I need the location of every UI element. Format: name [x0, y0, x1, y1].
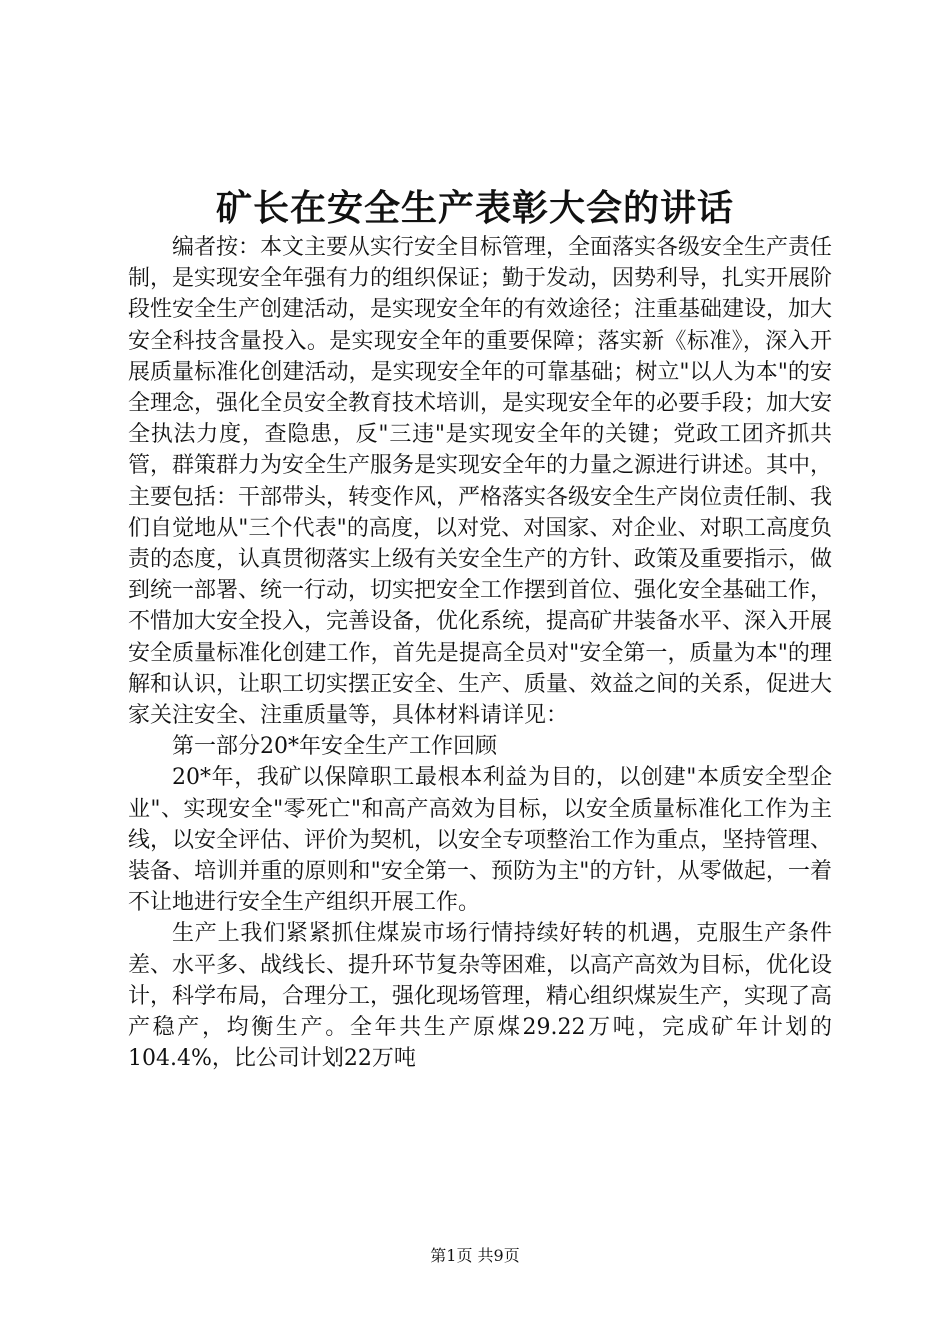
body-paragraph: 20*年，我矿以保障职工最根本利益为目的，以创建"本质安全型企业"、实现安全"零死亡"和高产高效为目标，以安全质量标准化工作为主线，以安全评估、评价为契机，以安全专项整治工作为重点，坚持管理、装备、培训并重的原则和"安全第一、预防为主"的方针，从零做起，一着不让地进行安全生产组织开展工作。 [128, 765, 833, 916]
document-title: 矿长在安全生产表彰大会的讲话 [215, 188, 734, 229]
editor-note-paragraph: 编者按：本文主要从实行安全目标管理，全面落实各级安全生产责任制，是实现安全年强有力的组织保证；勤于发动，因势利导，扎实开展阶段性安全生产创建活动，是实现安全年的有效途径；注重基础建设，加大安全科技含量投入。是实现安全年的重要保障；落实新《标准》，深入开展质量标准化创建活动，是实现安全年的可靠基础；树立"以人为本"的安全理念，强化全员安全教育技术培训，是实现安全年的必要手段；加大安全执法力度，查隐患，反"三违"是实现安全年的关键；党政工团齐抓共管，群策群力为安全生产服务是实现安全年的力量之源进行讲述。其中，主要包括：干部带头，转变作风，严格落实各级安全生产岗位责任制、我们自觉地从"三个代表"的高度，以对党、对国家、对企业、对职工高度负责的态度，认真贯彻落实上级有关安全生产的方针、政策及重要指示，做到统一部署、统一行动，切实把安全工作摆到首位、强化安全基础工作，不惜加大安全投入，完善设备，优化系统，提高矿井装备水平、深入开展安全质量标准化创建工作，首先是提高全员对"安全第一，质量为本"的理解和认识，让职工切实摆正安全、生产、质量、效益之间的关系，促进大家关注安全、注重质量等，具体材料请详见： [128, 235, 833, 729]
document-body [128, 232, 832, 1074]
section-heading: 第一部分20*年安全生产工作回顾 [172, 734, 497, 760]
page-number-footer: 第1页 共9页 [430, 1246, 520, 1265]
body-paragraph: 生产上我们紧紧抓住煤炭市场行情持续好转的机遇，克服生产条件差、水平多、战线长、提升环节复杂等困难，以高产高效为目标，优化设计，科学布局，合理分工，强化现场管理，精心组织煤炭生产，实现了高产稳产，均衡生产。全年共生产原煤29.22万吨，完成矿年计划的104.4%，比公司计划22万吨 [128, 921, 833, 1072]
